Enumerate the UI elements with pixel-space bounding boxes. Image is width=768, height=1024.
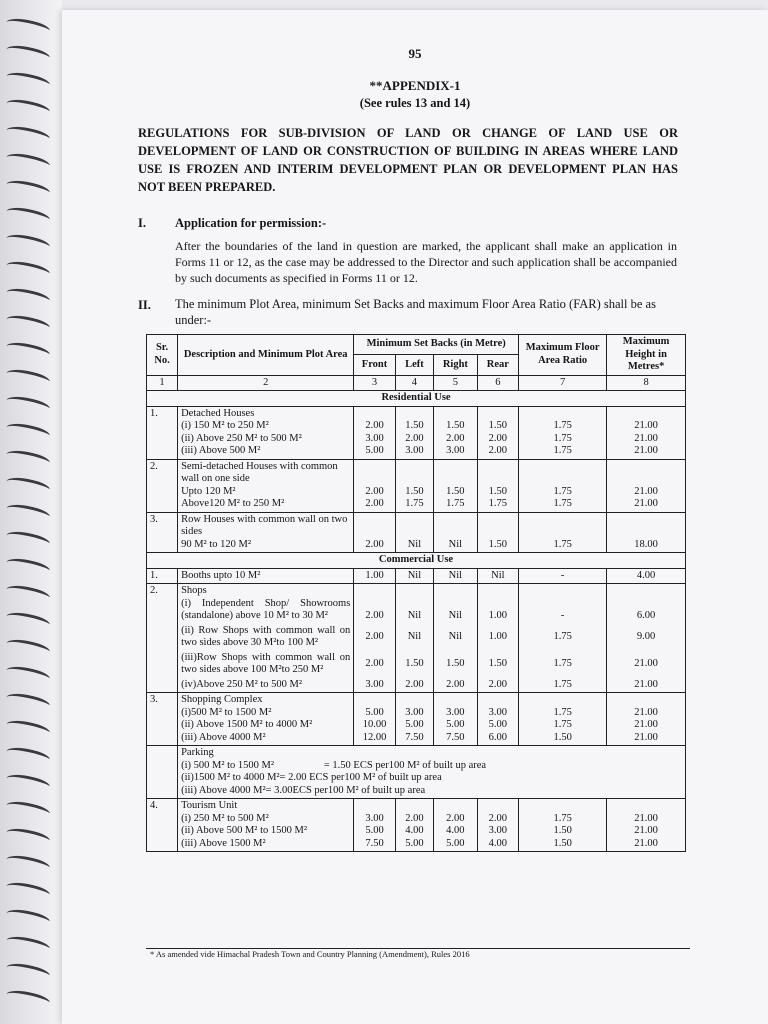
- cell-far: 1.75 1.75 1.75: [519, 406, 607, 459]
- row-title: Shops: [181, 585, 207, 596]
- parking-description: [178, 746, 686, 799]
- cell-far: -: [519, 584, 607, 624]
- cell-right: 1.50 2.00 3.00: [434, 406, 478, 459]
- sr-number: 3.: [147, 693, 178, 746]
- spiral-coil: [5, 555, 51, 578]
- table-row: [147, 512, 686, 553]
- header-height: Maximum Height in Metres*: [607, 335, 686, 376]
- regulations-heading: REGULATIONS FOR SUB-DIVISION OF LAND OR CHANGE OF LAND USE OR DEVELOPMENT OF LAND OR CONSTRUCTION OF BUILDING IN AREAS WHERE LAND USE IS FROZEN AND INTERIM DEVELOPMENT PLAN OR DEVELOPMENT PLAN HAS NOT BEEN PREPARED.: [138, 126, 678, 194]
- cell-height: 21.00 21.00 21.00: [607, 799, 686, 852]
- cell-left: 3.00 5.00 7.50: [395, 693, 433, 746]
- cell-right: Nil: [434, 624, 478, 651]
- section-1-number: I.: [138, 216, 146, 230]
- spiral-coil: [5, 690, 51, 713]
- cell-left: 2.00 4.00 5.00: [395, 799, 433, 852]
- spiral-coil: [5, 825, 51, 848]
- sr-number: 4.: [147, 799, 178, 852]
- row-item: Above120 M² to 250 M²: [181, 498, 285, 509]
- cell-left: Nil: [395, 624, 433, 651]
- cell-front: 2.00 3.00 5.00: [354, 406, 395, 459]
- cell-height: 4.00: [607, 568, 686, 584]
- header-front: Front: [354, 355, 395, 375]
- cell-height: 21.00 21.00 21.00: [607, 406, 686, 459]
- row-item: (iii)Row Shops with common wall on two sides above 100 M²to 250 M²: [181, 651, 351, 675]
- spiral-coil: [5, 609, 51, 632]
- spiral-coil: [5, 960, 51, 983]
- page-number: 95: [408, 46, 422, 61]
- table-row: [147, 651, 686, 678]
- spiral-coil: [5, 393, 51, 416]
- spiral-coil: [5, 582, 51, 605]
- document-page: [62, 10, 768, 1024]
- cell-far: 1.75: [519, 651, 607, 678]
- cell-left: Nil: [395, 512, 433, 553]
- cell-right: 3.00 5.00 7.50: [434, 693, 478, 746]
- table-body: [147, 391, 686, 852]
- spiral-coil: [5, 366, 51, 389]
- header-far: Maximum Floor Area Ratio: [519, 335, 607, 376]
- spiral-coil: [5, 474, 51, 497]
- table-row: [147, 678, 686, 693]
- row-description: [178, 406, 354, 459]
- row-description: [178, 799, 354, 852]
- footnote: * As amended vide Himachal Pradesh Town and Country Planning (Amendment), Rules 2016: [146, 948, 690, 959]
- spiral-coil: [5, 663, 51, 686]
- spiral-coil: [5, 636, 51, 659]
- cell-far: 1.75: [519, 512, 607, 553]
- parking-row: [147, 746, 686, 799]
- col-number: 4: [395, 375, 433, 391]
- table-row: [147, 799, 686, 852]
- cell-far: 1.75 1.75: [519, 459, 607, 512]
- row-item: (ii) Row Shops with common wall on two sides above 30 M²to 100 M²: [181, 624, 351, 648]
- col-number: 8: [607, 375, 686, 391]
- row-item: (i)500 M² to 1500 M²: [181, 706, 272, 718]
- cell-front: 3.00 5.00 7.50: [354, 799, 395, 852]
- row-item: (i) 250 M² to 500 M²: [181, 812, 269, 824]
- table-row: [147, 584, 686, 624]
- cell-rear: 2.00: [477, 678, 518, 693]
- cell-rear: 1.50: [477, 651, 518, 678]
- spiral-coil: [5, 798, 51, 821]
- header-description: Description and Minimum Plot Area: [178, 335, 354, 376]
- see-rules-note: (See rules 13 and 14): [359, 96, 471, 110]
- row-item: (i) Independent Shop/ Showrooms (standalone) above 10 M² to 30 M²: [181, 597, 351, 621]
- row-description: [178, 678, 354, 693]
- row-item: (ii) Above 250 M² to 500 M²: [181, 432, 302, 444]
- cell-front: 5.00 10.00 12.00: [354, 693, 395, 746]
- spiral-coil: [5, 717, 51, 740]
- cell-left: Nil: [395, 568, 433, 584]
- regulations-table: [146, 334, 686, 852]
- spiral-coil: [5, 177, 51, 200]
- row-title: Row Houses with common wall on two sides: [181, 513, 348, 537]
- spiral-coil: [5, 339, 51, 362]
- col-number: 1: [147, 375, 178, 391]
- table-row: [147, 624, 686, 651]
- table-row: [147, 406, 686, 459]
- header-right: Right: [434, 355, 478, 375]
- table-row: [147, 459, 686, 512]
- row-title: Shopping Complex: [181, 694, 263, 705]
- parking-line: (i) 500 M² to 1500 M² = 1.50 ECS per100 M² of built up area: [181, 759, 487, 771]
- header-sr-no: Sr. No.: [147, 335, 178, 376]
- spiral-coil: [5, 528, 51, 551]
- row-title: Detached Houses: [181, 407, 255, 419]
- spiral-coil: [5, 231, 51, 254]
- row-description: [178, 512, 354, 553]
- row-item: (iii) Above 500 M²: [181, 445, 261, 456]
- header-rear: Rear: [477, 355, 518, 375]
- spiral-coil: [5, 69, 51, 92]
- spiral-coil: [5, 204, 51, 227]
- spiral-coil: [5, 258, 51, 281]
- sr-number: 2.: [147, 584, 178, 693]
- cell-rear: 1.50: [477, 512, 518, 553]
- cell-height: 21.00: [607, 651, 686, 678]
- col-number: 5: [434, 375, 478, 391]
- cell-front: 2.00: [354, 584, 395, 624]
- spiral-coil: [5, 906, 51, 929]
- spiral-coil: [5, 15, 51, 38]
- cell-right: 2.00: [434, 678, 478, 693]
- cell-right: 2.00 4.00 5.00: [434, 799, 478, 852]
- residential-section: [147, 391, 686, 407]
- section-2-number: II.: [138, 298, 151, 312]
- parking-title: Parking: [181, 747, 214, 758]
- cell-far: 1.75 1.75 1.50: [519, 693, 607, 746]
- sr-number: 2.: [147, 459, 178, 512]
- section-label: Commercial Use: [147, 553, 686, 569]
- section-2-body: The minimum Plot Area, minimum Set Backs and maximum Floor Area Ratio (FAR) shall be as under:-: [175, 297, 656, 327]
- spiral-coil: [5, 123, 51, 146]
- parking-line: (ii)1500 M² to 4000 M²= 2.00 ECS per100 M² of built up area: [181, 772, 442, 783]
- row-item: Upto 120 M²: [181, 485, 236, 497]
- cell-front: 2.00: [354, 624, 395, 651]
- row-item: (ii) Above 1500 M² to 4000 M²: [181, 719, 313, 730]
- section-label: Residential Use: [147, 391, 686, 407]
- spiral-coil: [5, 771, 51, 794]
- section-1-body: After the boundaries of the land in question are marked, the applicant shall make an application in Forms 11 or 12, as the case may be addressed to the Director and such application shall be accompanied by such documents as specified in Forms 11 or 12.: [175, 239, 677, 285]
- row-title: Semi-detached Houses with common wall on one side: [181, 460, 338, 484]
- cell-right: 1.50: [434, 651, 478, 678]
- sr-number-empty: [147, 746, 178, 799]
- spiral-coil: [5, 42, 51, 65]
- row-item: (iii) Above 4000 M²: [181, 731, 266, 743]
- appendix-title: **APPENDIX-1: [369, 78, 461, 93]
- cell-left: 2.00: [395, 678, 433, 693]
- cell-far: 1.75: [519, 624, 607, 651]
- cell-front: 2.00: [354, 512, 395, 553]
- header-left: Left: [395, 355, 433, 375]
- spiral-binding: [0, 0, 62, 1024]
- row-description: [178, 624, 354, 651]
- spiral-coil: [5, 447, 51, 470]
- cell-height: 21.00 21.00: [607, 459, 686, 512]
- row-title: Tourism Unit: [181, 800, 238, 811]
- parking-line: (iii) Above 4000 M²= 3.00ECS per100 M² of built up area: [181, 784, 426, 796]
- spiral-coil: [5, 312, 51, 335]
- sr-number: 1.: [147, 406, 178, 459]
- cell-left: 1.50: [395, 651, 433, 678]
- cell-left: 1.50 1.75: [395, 459, 433, 512]
- spiral-coil: [5, 879, 51, 902]
- cell-far: 1.75 1.50 1.50: [519, 799, 607, 852]
- row-item: (ii) Above 500 M² to 1500 M²: [181, 825, 307, 836]
- spiral-coil: [5, 285, 51, 308]
- row-description: [178, 651, 354, 678]
- cell-left: Nil: [395, 584, 433, 624]
- row-title: Booths upto 10 M²: [178, 568, 354, 584]
- row-item: 90 M² to 120 M²: [181, 538, 251, 550]
- col-number: 7: [519, 375, 607, 391]
- col-number: 6: [477, 375, 518, 391]
- row-description: [178, 459, 354, 512]
- cell-left: 1.50 2.00 3.00: [395, 406, 433, 459]
- row-item: (iii) Above 1500 M²: [181, 837, 266, 849]
- spiral-coil: [5, 987, 51, 1010]
- cell-right: Nil: [434, 584, 478, 624]
- cell-rear: 1.00: [477, 624, 518, 651]
- row-description: [178, 584, 354, 624]
- spiral-coil: [5, 420, 51, 443]
- spiral-coil: [5, 501, 51, 524]
- row-item: (i) 150 M² to 250 M²: [181, 420, 269, 431]
- cell-height: 18.00: [607, 512, 686, 553]
- cell-height: 6.00: [607, 584, 686, 624]
- row-item: (iv)Above 250 M² to 500 M²: [181, 678, 303, 690]
- cell-right: Nil: [434, 512, 478, 553]
- row-description: [178, 693, 354, 746]
- cell-far: 1.75: [519, 678, 607, 693]
- spiral-coil: [5, 852, 51, 875]
- cell-rear: 3.00 5.00 6.00: [477, 693, 518, 746]
- cell-height: 21.00: [607, 678, 686, 693]
- commercial-section: [147, 553, 686, 569]
- col-number: 2: [178, 375, 354, 391]
- cell-front: 3.00: [354, 678, 395, 693]
- spiral-coil: [5, 96, 51, 119]
- spiral-coil: [5, 150, 51, 173]
- cell-rear: Nil: [477, 568, 518, 584]
- col-number: 3: [354, 375, 395, 391]
- sr-number: 1.: [147, 568, 178, 584]
- spiral-coil: [5, 744, 51, 767]
- cell-front: 1.00: [354, 568, 395, 584]
- cell-rear: 2.00 3.00 4.00: [477, 799, 518, 852]
- header-setbacks: Minimum Set Backs (in Metre): [354, 335, 519, 355]
- table-row: [147, 568, 686, 584]
- cell-rear: 1.50 1.75: [477, 459, 518, 512]
- table-row: [147, 693, 686, 746]
- cell-front: 2.00 2.00: [354, 459, 395, 512]
- cell-rear: 1.50 2.00 2.00: [477, 406, 518, 459]
- cell-rear: 1.00: [477, 584, 518, 624]
- spiral-coil: [5, 933, 51, 956]
- cell-right: Nil: [434, 568, 478, 584]
- cell-far: -: [519, 568, 607, 584]
- cell-height: 21.00 21.00 21.00: [607, 693, 686, 746]
- cell-front: 2.00: [354, 651, 395, 678]
- cell-height: 9.00: [607, 624, 686, 651]
- sr-number: 3.: [147, 512, 178, 553]
- cell-right: 1.50 1.75: [434, 459, 478, 512]
- section-1-title: Application for permission:-: [175, 216, 327, 230]
